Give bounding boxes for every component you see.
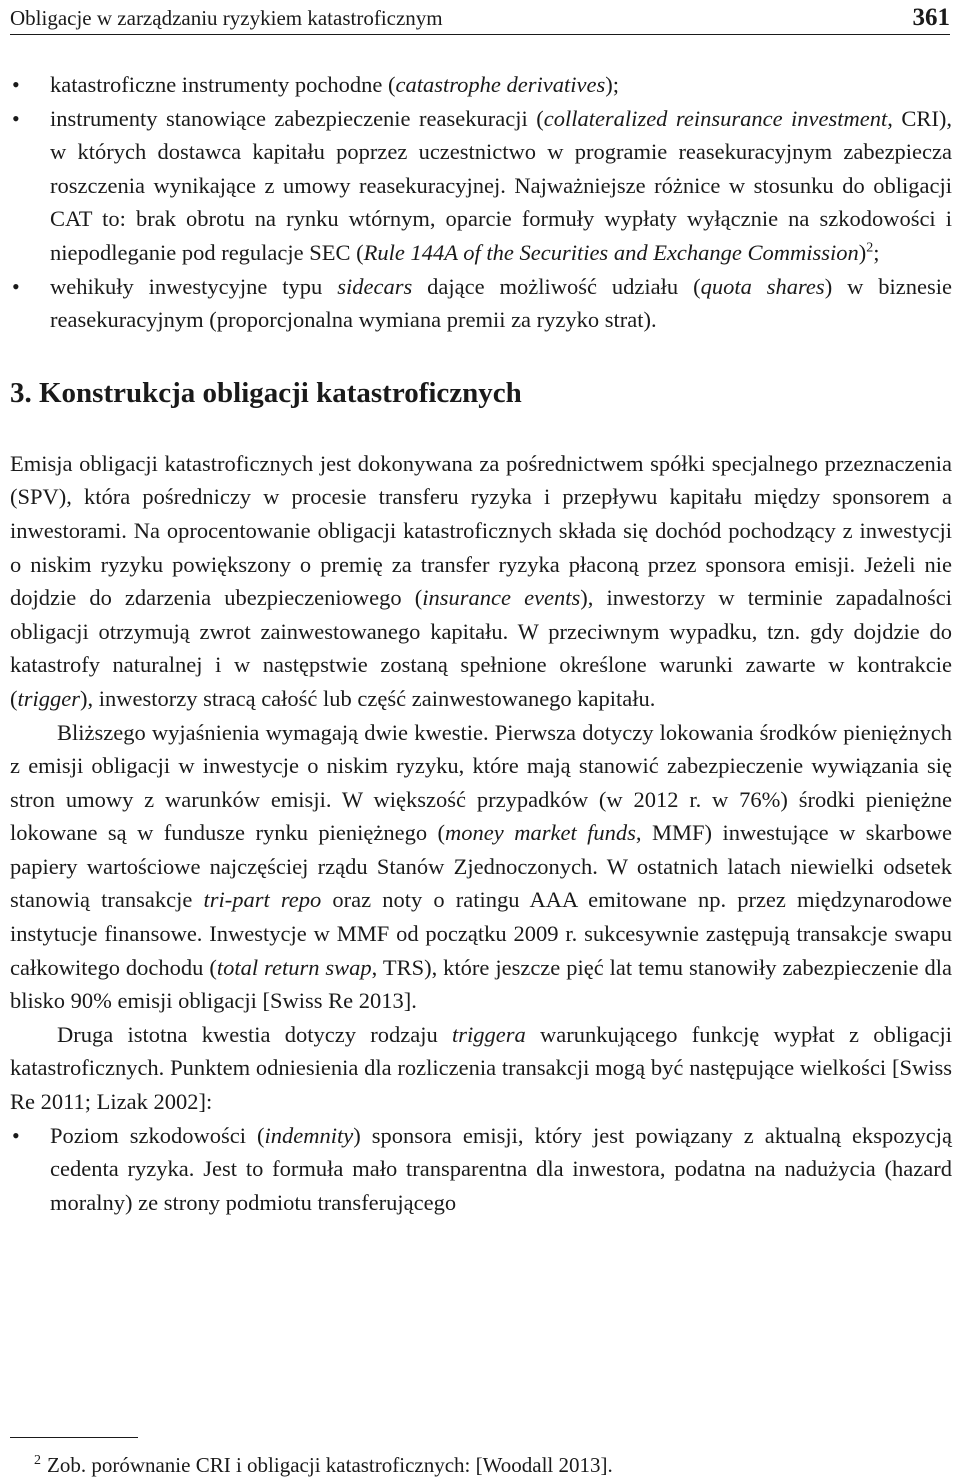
paragraph-1 (10, 447, 952, 716)
italic-term: quota shares (700, 273, 825, 299)
page-header (10, 4, 950, 35)
text-run: ; (873, 239, 880, 265)
list-item (10, 68, 952, 102)
page-body (10, 68, 952, 1219)
list-item (10, 270, 952, 337)
footnote (34, 1452, 613, 1478)
text-run: ); (605, 72, 620, 97)
text-run: , TRS), które jeszcze pięć lat temu stanowiły zabezpieczenie dla blisko 90% emisji obligacji [Swiss Re 2013]. (10, 954, 953, 1014)
page-number: 361 (912, 4, 950, 31)
italic-term: total return swap (216, 954, 372, 980)
text-run: warunkującego funkcję wypłat z obligacji katastroficznych. Punktem odniesienia dla rozliczenia transakcji mogą być następujące wielkości [Swiss Re 2011; Lizak 2002]: (10, 1021, 952, 1115)
text-run: dające możliwość udziału ( (412, 273, 701, 299)
text-run: katastroficzne instrumenty pochodne ( (50, 72, 396, 97)
text-run: , CRI), w których dostawca kapitału poprzez uczestnictwo w programie reasekuracyjnym zabezpiecza roszczenia wynikające z umowy reasekuracyjnej. Najważniejsze różnice w stosunku do obligacji CAT to: brak obrotu na rynku wtórnym, oparcie formuły wypłaty wyłącznie na szkodowości i niepodleganie pod regulacje SEC ( (50, 105, 953, 265)
text-run: Emisja obligacji katastroficznych jest dokonywana za pośrednictwem spółki specjalnego przeznaczenia (SPV), która pośredniczy w procesie transferu ryzyka i przepływu kapitału między sponsorem a inwestorami. Na oprocentowanie obligacji katastroficznych składa się dochód pochodzący z inwestycji o niskim ryzyku powiększony o premię za transfer ryzyka płaconą przez sponsora emisji. Jeżeli nie dojdzie do zdarzenia ubezpieczeniowego ( (10, 450, 952, 611)
text-run: ) w biznesie reasekuracyjnym (proporcjonalna wymiana premii za ryzyko strat). (50, 273, 952, 333)
text-run: Druga istotna kwestia dotyczy rodzaju (57, 1021, 453, 1047)
italic-term: tri-part repo (203, 887, 322, 913)
paragraph-3 (10, 1018, 952, 1119)
list-item (10, 1119, 952, 1220)
italic-term: triggera (452, 1021, 526, 1047)
text-run: Poziom szkodowości ( (50, 1122, 265, 1148)
paragraph-2 (10, 716, 952, 1018)
section-heading: 3. Konstrukcja obligacji katastroficznych (10, 376, 522, 409)
footnote-text: Zob. porównanie CRI i obligacji katastroficznych: [Woodall 2013]. (47, 1453, 613, 1477)
italic-term: collateralized reinsurance investment (543, 105, 888, 131)
text-run: instrumenty stanowiące zabezpieczenie reasekuracji ( (50, 105, 544, 131)
footnote-divider (10, 1437, 138, 1438)
list-item (10, 102, 952, 270)
italic-term: trigger (17, 685, 81, 711)
italic-term: indemnity (264, 1122, 354, 1148)
italic-term: money market funds (445, 820, 636, 846)
text-run: , MMF) inwestujące w skarbowe papiery wartościowe najczęściej rządu Stanów Zjednoczonych. W ostatnich latach niewielki odsetek stanowią transakcje (10, 820, 952, 913)
bullet-list-top (10, 68, 952, 337)
text-run: oraz noty o ratingu AAA emitowane np. przez międzynarodowe instytucje finansowe. Inwestycje w MMF od początku 2009 r. sukcesywnie zastępują transakcje swapu całkowitego dochodu ( (10, 887, 952, 980)
footnote-number: 2 (34, 1453, 41, 1468)
footnote-reference[interactable]: 2 (866, 240, 874, 256)
italic-term: sidecars (337, 273, 413, 299)
text-run: ) sponsora emisji, który jest powiązany z aktualną ekspozycją cedenta ryzyka. Jest to formuła mało transparentna dla inwestora, podatna na nadużycia (hazard moralny) ze strony podmiotu transferującego (50, 1122, 952, 1215)
text-run: Bliższego wyjaśnienia wymagają dwie kwestie. Pierwsza dotyczy lokowania środków pieniężnych z emisji obligacji w inwestycje o niskim ryzyku, które mają stanowić zabezpieczenie wywiązania się stron umowy z warunków emisji. W większość przypadków (w 2012 r. w 76%) środki pieniężne lokowane są w fundusze rynku pieniężnego ( (10, 719, 952, 846)
text-run: ), inwestorzy w terminie zapadalności obligacji otrzymują zwrot zainwestowanego kapitału. W przeciwnym wypadku, tzn. gdy dojdzie do katastrofy naturalnej i w następstwie zostaną spełnione określone warunki zawarte w kontrakcie ( (10, 585, 952, 711)
italic-term: insurance events (422, 585, 581, 611)
bullet-list-bottom (10, 1119, 952, 1220)
italic-term: catastrophe derivatives (395, 72, 606, 97)
text-run: ) (858, 239, 867, 265)
italic-term: Rule 144A of the Securities and Exchange Commission (363, 239, 859, 265)
text-run: ), inwestorzy stracą całość lub część zainwestowanego kapitału. (80, 685, 656, 711)
text-run: wehikuły inwestycyjne typu (50, 273, 338, 299)
running-title: Obligacje w zarządzaniu ryzykiem katastroficznym (10, 6, 443, 30)
